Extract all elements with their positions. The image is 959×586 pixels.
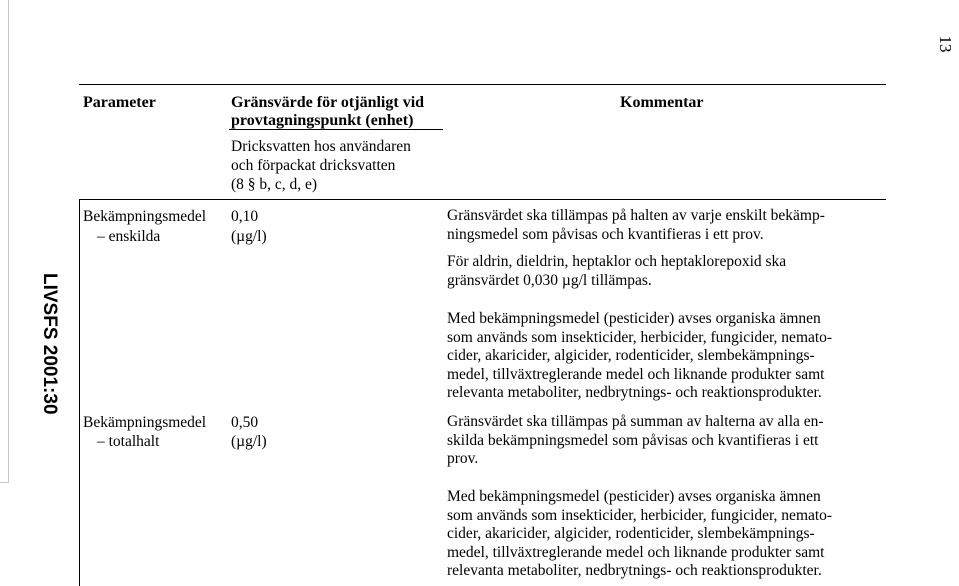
- row2-parameter-line2: – totalhalt: [97, 433, 160, 450]
- row2-comment-p1: Gränsvärdet ska tillämpas på summan av halterna av alla en- skilda bekämpningsmedel som påvisas och kvantifieras i ett prov.: [447, 413, 824, 468]
- row1-comment-p1: Gränsvärdet ska tillämpas på halten av varje enskilt bekämp- ningsmedel som påvisas och kvantifieras i ett prov.: [447, 207, 825, 243]
- header-comment: Kommentar: [620, 94, 704, 111]
- margin-line: [8, 0, 9, 482]
- subheader-line3: (8 § b, c, d, e): [231, 176, 318, 193]
- row2-value: 0,50: [231, 414, 259, 431]
- row1-comment-p2: För aldrin, dieldrin, heptaklor och heptaklorepoxid ska gränsvärdet 0,030 µg/l tillämpas.: [447, 253, 787, 289]
- row1-comment-p3: Med bekämpningsmedel (pesticider) avses organiska ämnen som används som insekticider, herbicider, fungicider, nemato- cider, akaricider, algicider, rodenticider, slembekämpnings- medel, tillväxtreglerande medel och liknande produkter samt relevanta metaboliter, nedbrytnings- och reaktionsprodukter.: [447, 310, 833, 402]
- subheader-line1: Dricksvatten hos användaren: [231, 138, 411, 155]
- page-number: 13: [936, 35, 955, 53]
- header-limit-line2: provtagningspunkt (enhet): [231, 112, 414, 129]
- table-top-rule: [79, 84, 886, 85]
- subheader-line2: och förpackat dricksvatten: [231, 157, 396, 174]
- row1-unit: (µg/l): [231, 228, 267, 245]
- header-limit-line1: Gränsvärde för otjänligt vid: [231, 94, 425, 111]
- row1-parameter-line2: – enskilda: [97, 228, 161, 245]
- row2-comment-p3: Med bekämpningsmedel (pesticider) avses organiska ämnen som används som insekticider, herbicider, fungicider, nemato- cider, akaricider, algicider, rodenticider, slembekämpnings- medel, tillväxtreglerande medel och liknande produkter samt relevanta metaboliter, nedbrytnings- och reaktionsprodukter.: [447, 488, 833, 580]
- publication-id-label: LIVSFS 2001:30: [39, 273, 60, 415]
- row1-parameter-line1: Bekämpningsmedel: [83, 208, 207, 225]
- row2-unit: (µg/l): [231, 433, 267, 450]
- table-left-edge: [79, 199, 80, 586]
- header-bottom-rule: [79, 199, 886, 200]
- margin-line-foot: [0, 482, 9, 483]
- header-parameter: Parameter: [83, 94, 156, 111]
- row2-parameter-line1: Bekämpningsmedel: [83, 414, 207, 431]
- row1-value: 0,10: [231, 208, 259, 225]
